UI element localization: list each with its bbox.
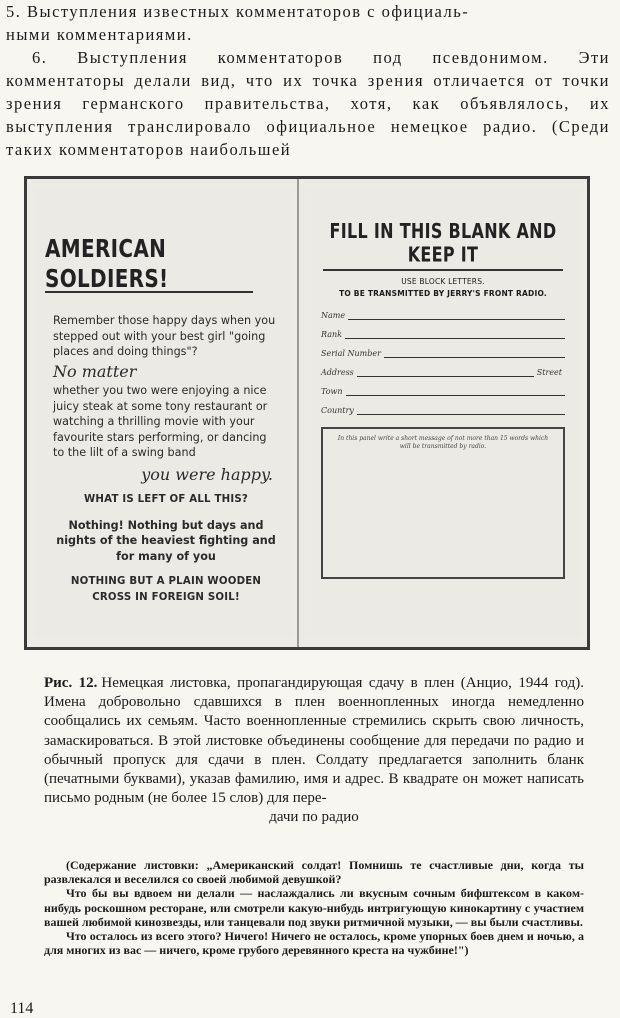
- leaflet-figure: [24, 176, 590, 650]
- leaflet-happy: you were happy.: [141, 464, 273, 484]
- paragraph-5: 5. Выступления известных комментаторов с официаль-: [6, 2, 470, 21]
- field-country: Country: [321, 405, 565, 415]
- caption-text: Немецкая листовка, пропагандирующая сдачу в плен (Анцио, 1944 год). Имена добровольно сдавшихся в плен военнопленных иногда немедленно сообщались их семьям. Часто военнопленные стремились скрыть свою личность, замаскироваться. В этой листовке объединены сообщение для передачи по радио и обычный пропуск для сдачи в плен. Солдату предлагается заполнить бланк (печатными буквами), указав фамилию, имя и адрес. В квадрате он может написать письмо родным (не более 15 слов) для пере-: [44, 675, 584, 807]
- leaflet-wooden-cross: NOTHING BUT A PLAIN WOODEN CROSS IN FOREIGN SOIL!: [70, 576, 262, 603]
- leaflet-left-panel: [35, 189, 293, 637]
- leaflet-right-panel: [305, 189, 581, 637]
- transmitted-note: TO BE TRANSMITTED BY JERRY'S FRONT RADIO.: [339, 289, 547, 298]
- figure-caption: [44, 674, 584, 828]
- blank-headline: FILL IN THIS BLANK AND KEEP IT: [329, 219, 557, 267]
- leaflet-what-left: WHAT IS LEFT OF ALL THIS?: [83, 494, 249, 505]
- leaflet-translation: [44, 858, 584, 957]
- block-letters-note: USE BLOCK LETTERS.: [401, 277, 485, 286]
- leaflet-nothing: Nothing! Nothing but days and nights of the heaviest fighting and for many of you: [56, 518, 276, 563]
- page-number: 114: [10, 1000, 34, 1017]
- field-rank: Rank: [321, 329, 565, 339]
- field-address: Address Street: [321, 368, 562, 377]
- blank-headline-underline: [323, 269, 563, 271]
- caption-last-line: дачи по радио: [269, 809, 359, 826]
- leaflet-headline: AMERICAN SOLDIERS!: [45, 233, 169, 293]
- body-text: [6, 0, 610, 161]
- paragraph-6: 6. Выступления комментаторов под псевдонимом. Эти комментаторы делали вид, что их точка зрения отличается от точки зрения германского правительства, хотя, как объявлялось, их выступления транслировало официальное немецкое радио. (Среди таких комментаторов наибольшей: [6, 48, 610, 159]
- field-serial: Serial Number: [321, 348, 565, 358]
- leaflet-fold: [297, 179, 299, 647]
- leaflet-remember: Remember those happy days when you stepped out with your best girl "going places and doing things"?: [53, 314, 276, 358]
- field-town: Town: [321, 386, 565, 396]
- figure-label: Рис. 12.: [44, 675, 98, 691]
- translation-p1: (Содержание листовки: „Американский солдат! Помнишь те счастливые дни, когда ты развлекался и веселился со своей любимой девушкой?: [44, 858, 584, 887]
- leaflet-no-matter: No matter: [53, 361, 137, 381]
- message-box: [321, 427, 565, 579]
- translation-p3: Что осталось из всего этого? Ничего! Ничего не осталось, кроме упорных боев днем и ночью, а для многих из вас — ничего, кроме грубого деревянного креста на чужбине!"): [44, 929, 584, 958]
- field-name: Name: [321, 310, 565, 320]
- translation-p2: Что бы вы вдвоем ни делали — наслаждались ли вкусным сочным бифштексом в каком-нибудь роскошном ресторане, или смотрели какую-нибудь интригующую кинокартину с участием вашей любимой кинозвезды, или танцевали под звуки ритмичной музыки, — вы были счастливы.: [44, 886, 584, 929]
- leaflet-whether: whether you two were enjoying a nice juicy steak at some tony restaurant or watching a thrilling movie with your favourite stars performing, or dancing to the lilt of a swing band: [53, 384, 268, 459]
- paragraph-5-end: ными комментариями.: [6, 25, 193, 44]
- message-box-instruction: In this panel write a short message of not more than 15 words which will be transmitted by radio.: [337, 435, 549, 450]
